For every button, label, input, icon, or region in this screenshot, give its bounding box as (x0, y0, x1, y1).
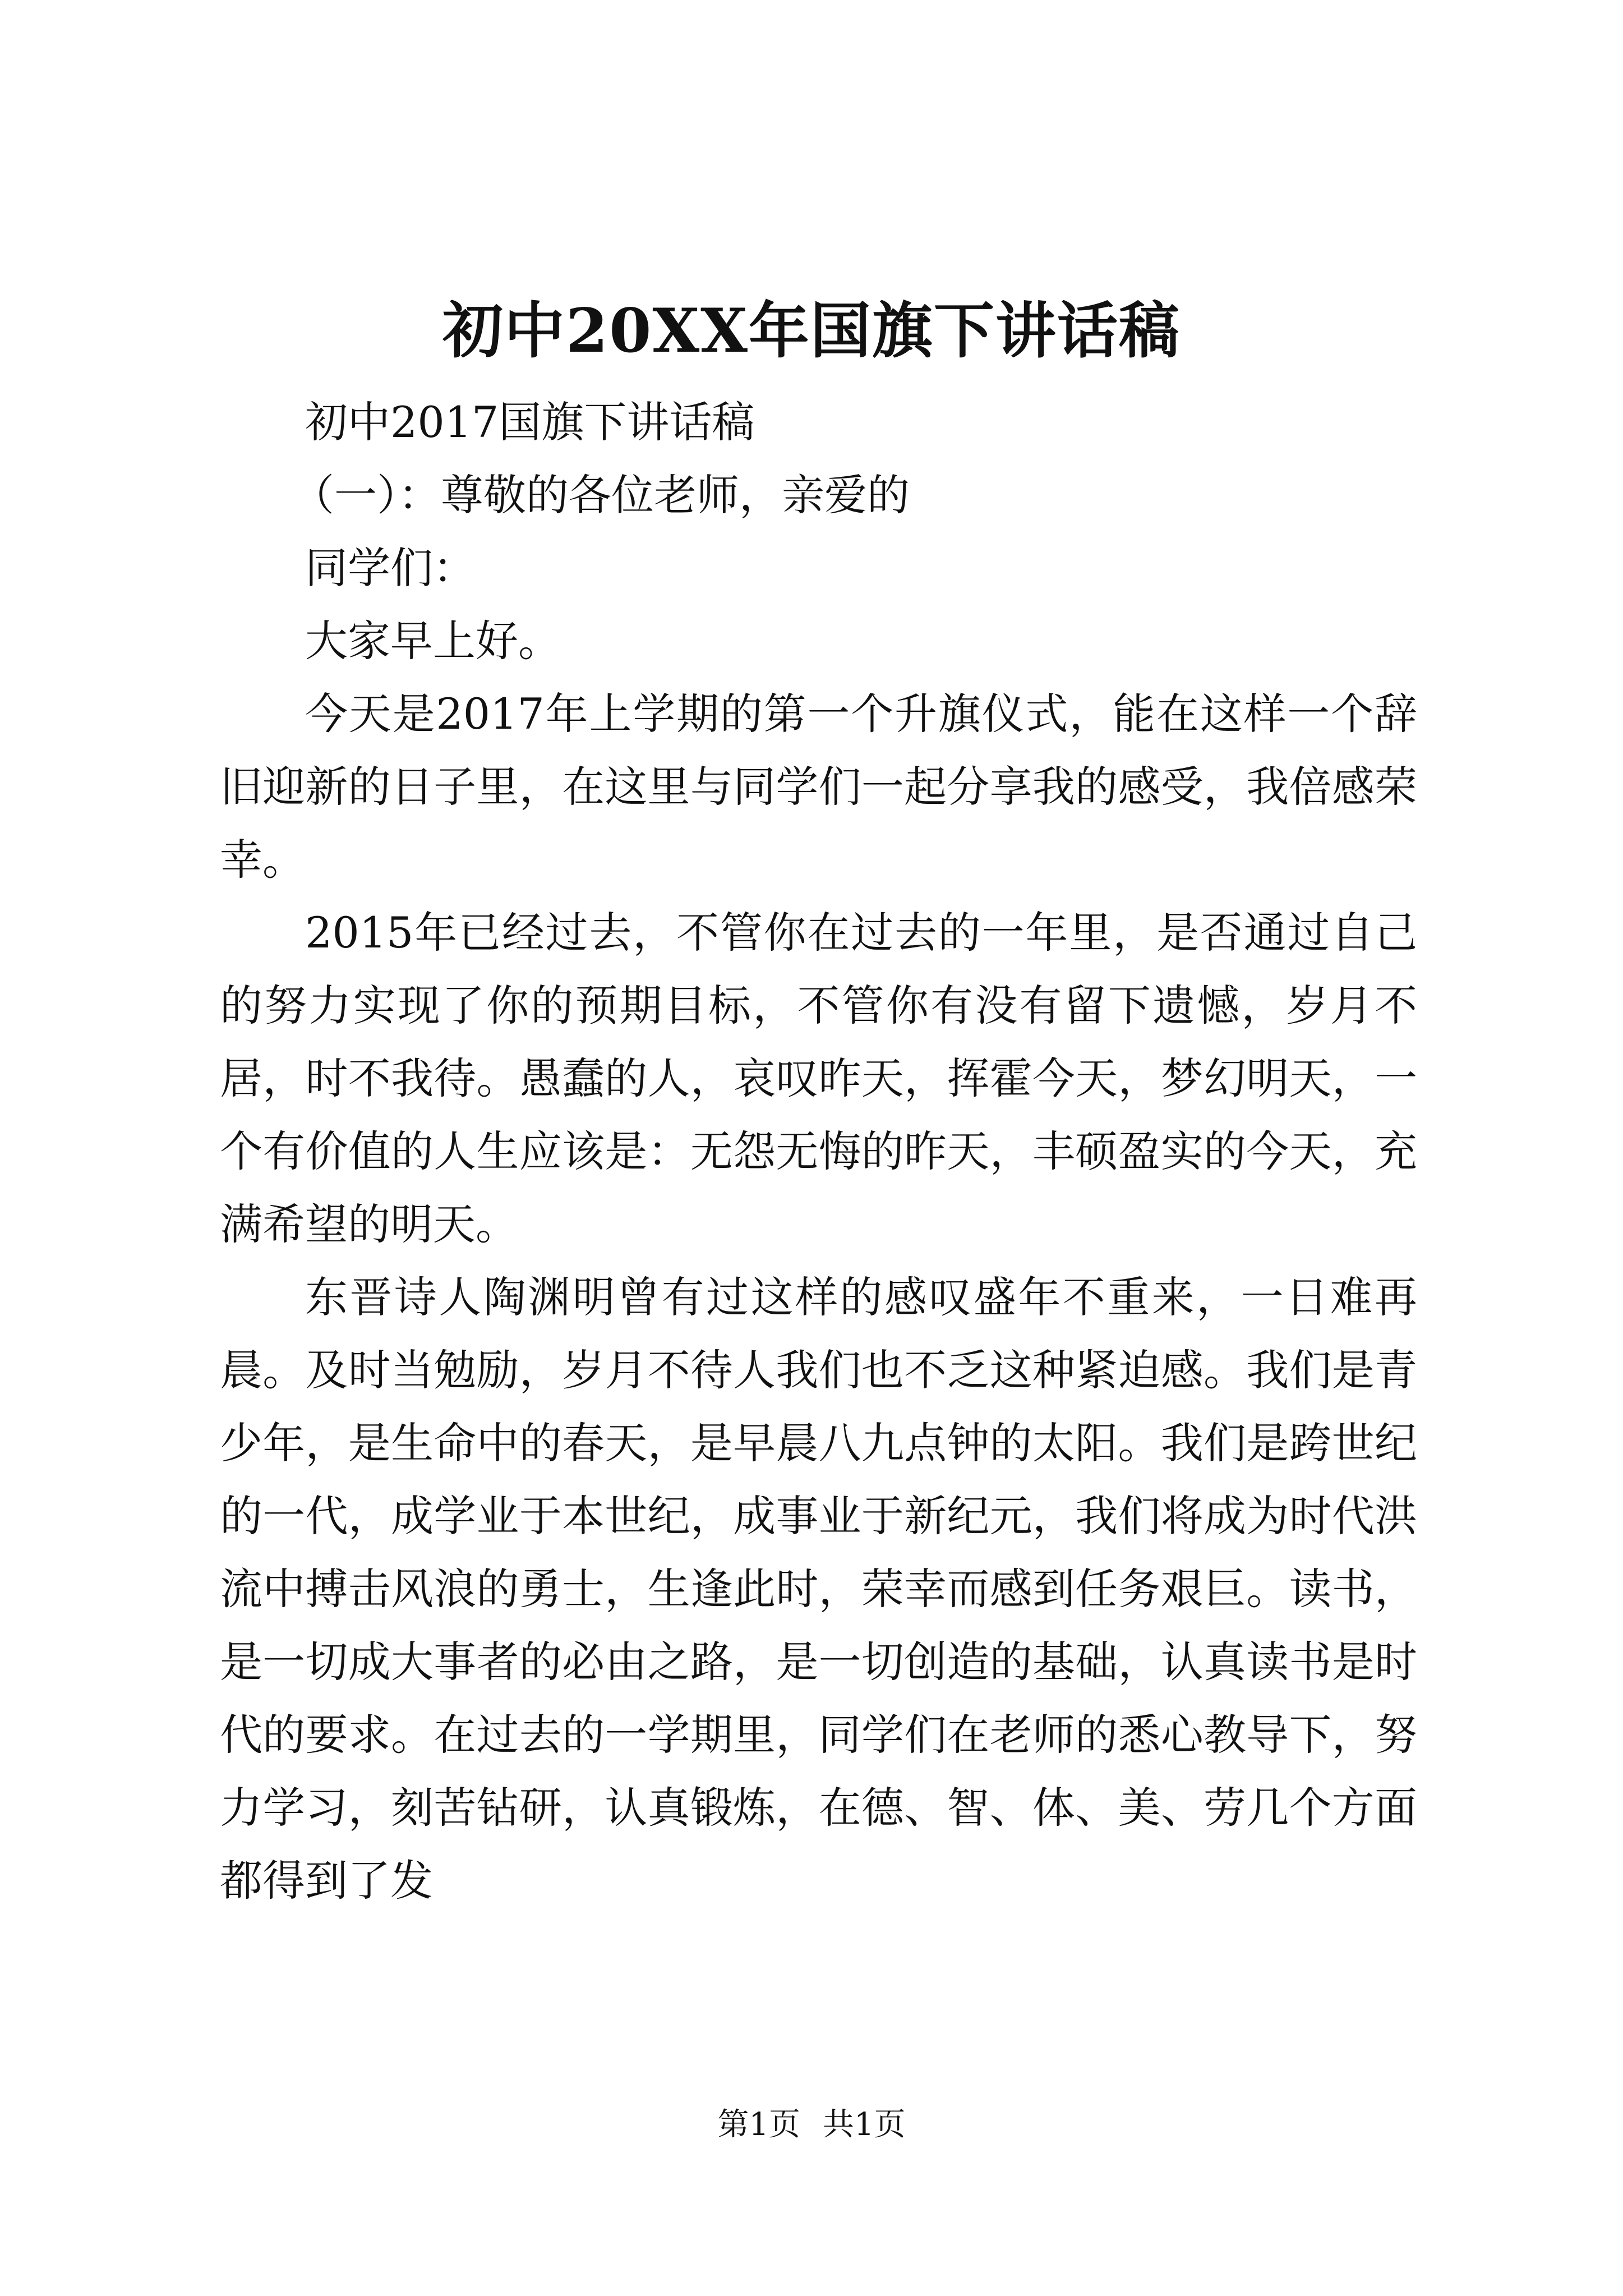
paragraph-greeting: 大家早上好。 (305, 616, 561, 666)
page-number: 第1页 (717, 2106, 800, 2143)
page-total: 共1页 (823, 2106, 906, 2143)
paragraph-intro: 今天是2017年上学期的第一个升旗仪式，能在这样一个辞旧迎新的日子里，在这里与同学们一起分享我的感受，我倍感荣幸。 (220, 689, 1417, 885)
paragraph-salutation: （一）：尊敬的各位老师，亲爱的 (292, 470, 910, 520)
paragraph-past-year: 2015年已经过去，不管你在过去的一年里，是否通过自己的努力实现了你的预期目标，不管你有没有留下遗憾，岁月不居，时不我待。愚蠢的人，哀叹昨天，挥霍今天，梦幻明天，一个有价值的人生应该是：无怨无悔的昨天，丰硕盈实的今天，充满希望的明天。 (220, 908, 1417, 1249)
document-title: 初中20XX年国旗下讲话稿 (442, 296, 1181, 366)
document-body (220, 386, 1417, 1917)
paragraph-subtitle: 初中2017国旗下讲话稿 (305, 397, 755, 447)
paragraph-youth: 东晋诗人陶渊明曾有过这样的感叹盛年不重来，一日难再晨。及时当勉励，岁月不待人我们也不乏这种紧迫感。我们是青少年，是生命中的春天，是早晨八九点钟的太阳。我们是跨世纪的一代，成学业于本世纪，成事业于新纪元，我们将成为时代洪流中搏击风浪的勇士，生逢此时，荣幸而感到任务艰巨。读书，是一切成大事者的必由之路，是一切创造的基础，认真读书是时代的要求。在过去的一学期里，同学们在老师的悉心教导下，努力学习，刻苦钻研，认真锻炼，在德、智、体、美、劳几个方面都得到了发 (220, 1272, 1417, 1906)
page-footer (0, 2102, 1623, 2147)
paragraph-salutation-cont: 同学们： (305, 543, 476, 593)
